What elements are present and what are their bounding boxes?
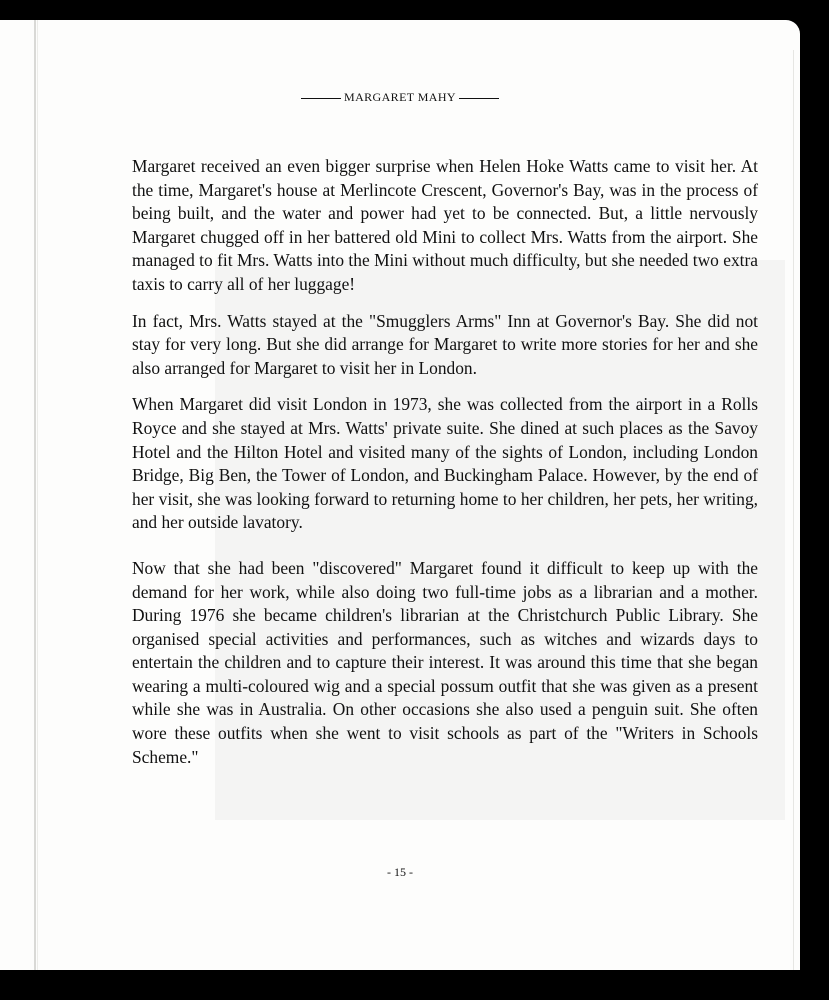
header-rule-right [459,98,499,99]
running-header [0,90,800,105]
book-page [0,20,800,970]
paragraph: Margaret received an even bigger surprise when Helen Hoke Watts came to visit her. At the time, Margaret's house at Merlincote Crescent, Governor's Bay, was in the process of being built, and the water and power had yet to be connected. But, a little nervously Margaret chugged off in her battered old Mini to collect Mrs. Watts from the airport. She managed to fit Mrs. Watts into the Mini without much difficulty, but she needed two extra taxis to carry all of her luggage! [132,156,758,294]
page-spine [34,20,36,970]
page-number: - 15 - [387,865,413,879]
paragraph: In fact, Mrs. Watts stayed at the "Smugglers Arms" Inn at Governor's Bay. She did not stay for very long. But she did arrange for Margaret to write more stories for her and she also arranged for Margaret to visit her in London. [132,310,758,378]
paragraph: Now that she had been "discovered" Margaret found it difficult to keep up with the demand for her work, while also doing two full-time jobs as a librarian and a mother. During 1976 she became children's librarian at the Christchurch Public Library. She organised special activities and performances, such as witches and wizards days to entertain the children and to capture their interest. It was around this time that she began wearing a multi-coloured wig and a special possum outfit that she was given as a present while she was in Australia. On other occasions she also used a penguin suit. She often wore these outfits when she went to visit schools as part of the "Writers in Schools Scheme." [132,557,758,767]
paragraph: When Margaret did visit London in 1973, she was collected from the airport in a Rolls Royce and she stayed at Mrs. Watts' private suite. She dined at such places as the Savoy Hotel and the Hilton Hotel and visited many of the sights of London, including London Bridge, Big Ben, the Tower of London, and Buckingham Palace. However, by the end of her visit, she was looking forward to returning home to her children, her pets, her writing, and her outside lavatory. [132,394,758,533]
page-spine-shadow [37,20,38,970]
body-text [132,155,758,782]
running-title: MARGARET MAHY [344,90,456,104]
page-edge [793,50,794,970]
header-rule-left [301,98,341,99]
